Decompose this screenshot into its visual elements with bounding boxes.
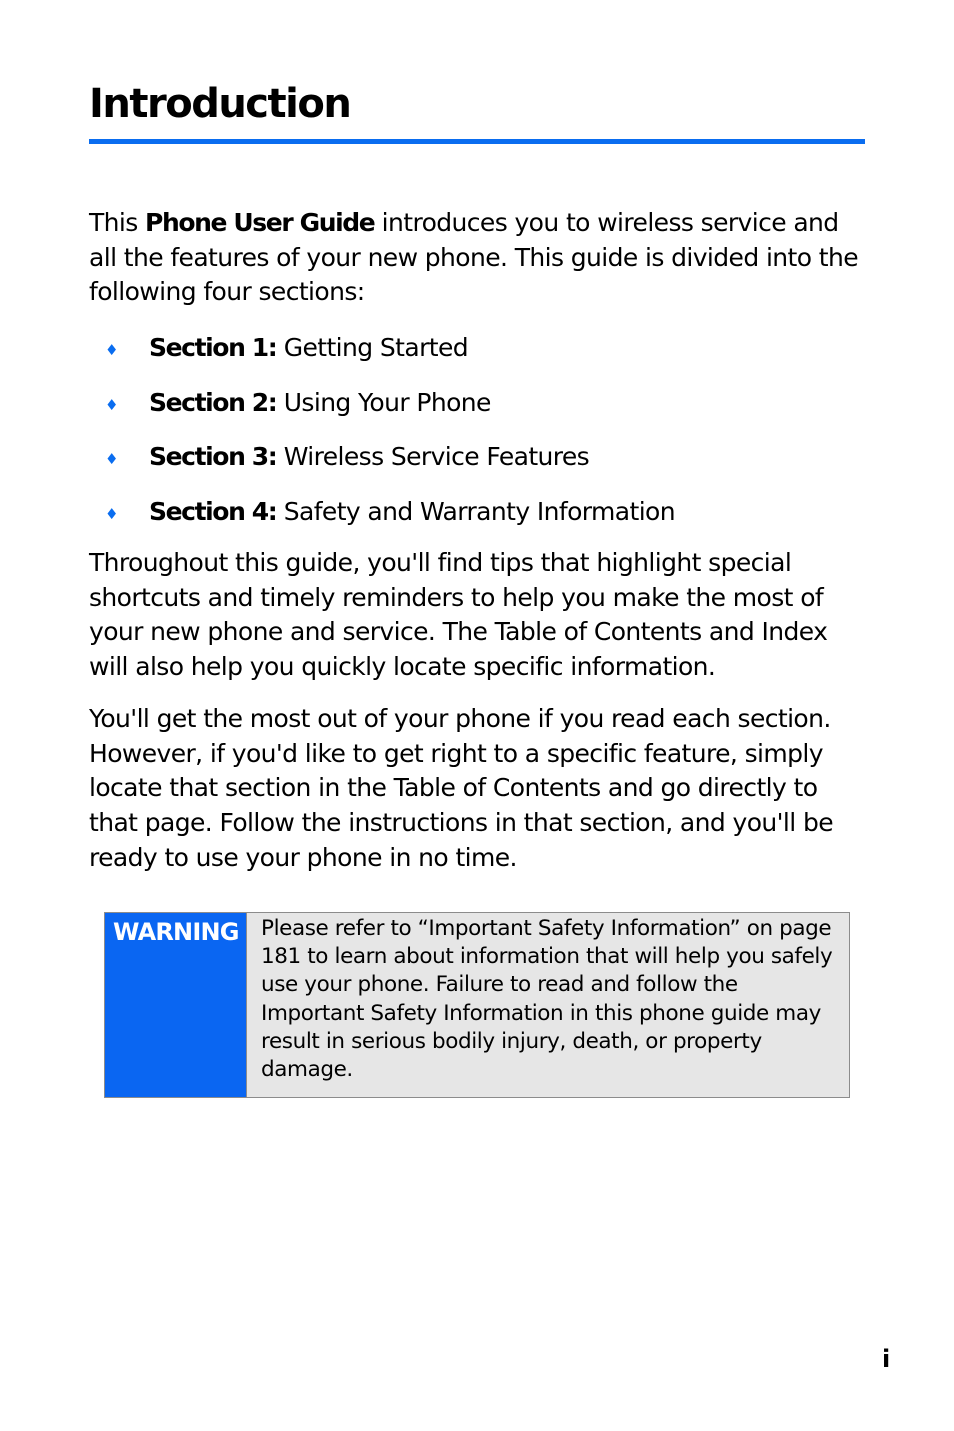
section-title: Getting Started [276,333,469,362]
intro-text-after: introduces you to wireless service and all the features of your new phone. This guide is divided into the following four sections: [89,208,859,307]
section-title: Wireless Service Features [276,442,590,472]
section-label: Section 1: [149,333,277,362]
page-title: Introduction [89,81,351,127]
page-number: i [882,1345,891,1373]
section-label: Section 3: [149,442,277,472]
tips-paragraph: Throughout this guide, you'll find tips that highlight special shortcuts and timely reminders to help you make the most of your new phone and service. The Table of Contents and Index will also help you quickly locate specific information. [89,548,828,682]
diamond-bullet-icon: ♦ [105,450,118,469]
reading-advice-paragraph: You'll get the most out of your phone if you read each section. However, if you'd like to get right to a specific feature, simply locate that section in the Table of Contents and go directly to that page. Follow the instructions in that section, and you'll be ready to use your phone in no time. [89,704,833,872]
warning-callout [104,912,850,1098]
diamond-bullet-icon: ♦ [105,395,118,414]
section-title: Safety and Warranty Information [276,497,675,527]
title-underline-rule [89,139,865,144]
section-label: Section 4: [149,497,277,527]
intro-guide-name: Phone User Guide [145,208,375,237]
intro-paragraph [89,206,859,310]
section-label: Section 2: [149,387,277,417]
warning-label-cell [105,913,247,1097]
warning-label: WARNING [113,918,239,946]
section-title: Using Your Phone [276,387,491,417]
intro-text-before: This [89,208,146,237]
diamond-bullet-icon: ♦ [105,341,118,359]
diamond-bullet-icon: ♦ [105,505,118,524]
warning-text: Please refer to “Important Safety Information” on page 181 to learn about information that will help you safely use your phone. Failure to read and follow the Important Safety Information in this phone guide may result in serious bodily injury, death, or property damage. [261,916,833,1083]
